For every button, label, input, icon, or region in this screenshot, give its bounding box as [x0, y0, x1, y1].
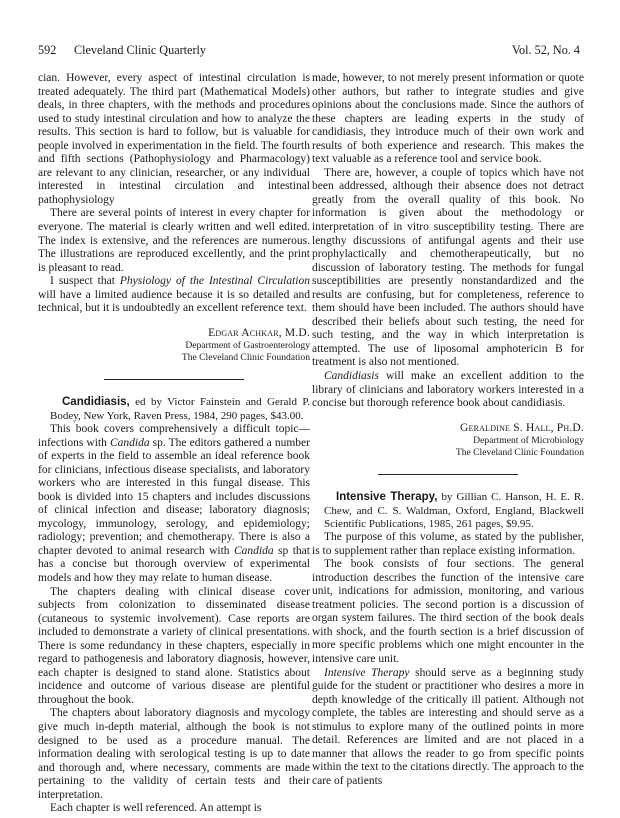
book-title: Candidiasis,	[62, 396, 130, 409]
text-span: should serve as a beginning study guide for the student or practitioner who desires a more in depth knowledge of the critically ill patient. Although not complete, the tables are interesting and should serve as a stimulus to explore many of the outlined points in more detail. References are limited and are not placed in a manner that allows the reader to go from specific points within the text to the citations directly. The approach to the care of patients	[312, 666, 584, 787]
review-paragraph: The purpose of this volume, as stated by the publisher, is to supplement rather than replace existing information.	[312, 531, 584, 557]
page-number: 592	[38, 43, 57, 57]
citation-details: by Gillian C. Hanson, H. E. R. Chew, and C. S. Waldman, Oxford, England, Blackwell Scientific Publications, 1985, 261 pages, $9.95.	[324, 491, 584, 530]
review-paragraph: The chapters about laboratory diagnosis and mycology give much in-depth material, although the book is not designed to be used as a procedure manual. The information dealing with serological testing is up to date and thorough and, where necessary, comments are made pertaining to the validity of certain tests and their interpretation.	[38, 707, 310, 801]
citation-details: ed by Victor Fainstein and Gerald P. Bodey, New York, Raven Press, 1984, 290 pages, $43.00.	[50, 396, 310, 422]
reviewer-name: Geraldine S. Hall, Ph.D.	[460, 421, 584, 434]
reviewer-institution: The Cleveland Clinic Foundation	[181, 351, 310, 363]
text-span: sp. The editors gathered a number of experts in the field to assemble an ideal reference book for clinicians, infectious disease specialists, and laboratory workers who are interested in this fungal disease. This book is divided into 15 chapters and includes discussions of clinical infection and disease; laboratory diagnosis; mycology, immunology, serology, and epidemiology; radiology; prevention; and chemotherapy. There is also a chapter devoted to animal research with	[38, 436, 310, 557]
section-divider	[378, 474, 518, 475]
review-paragraph: There are, however, a couple of topics which have not been addressed, although their absence does not detract greatly from the overall quality of this book. No information is given about the methodology or interpretation of in vitro susceptibility testing. There are lengthy discussions of antifungal agents and their use prophylactically and chemotherapeutically, but no discussion of laboratory testing. The methods for fungal susceptibilities are presently nonstandardized and the results are confusing, but for completeness, reference to them should have been included. The authors should have described their beliefs about such testing, the need for such testing, and the way in which interpretation is attempted. The use of liposomal amphotericin B for treatment is also not mentioned.	[312, 166, 584, 369]
review-paragraph	[312, 370, 584, 411]
review-paragraph: The chapters dealing with clinical disease cover subjects from colonization to disseminated disease (cutaneous to systemic involvement). Case reports are included to demonstrate a variety of clinical presentations. There is some redundancy in these chapters, especially in regard to pathogenesis and laboratory diagnosis, however, each chapter is designed to stand alone. Statistics about incidence and outcome of various disease are plentiful throughout the book.	[38, 585, 310, 706]
volume-issue: Vol. 52, No. 4	[511, 43, 580, 57]
text-span: sp that has a concise but thorough overview of experimental models and how they may relate to human disease.	[38, 544, 310, 584]
book-title: Intensive Therapy,	[336, 491, 438, 504]
reviewer-institution: The Cleveland Clinic Foundation	[455, 446, 584, 458]
journal-title: Cleveland Clinic Quarterly	[74, 43, 206, 57]
right-column	[312, 72, 584, 789]
book-citation	[312, 491, 584, 531]
book-title-italic: Candidiasis	[324, 370, 379, 383]
text-span: This book covers comprehensively a difficult topic—infections with	[38, 422, 310, 449]
text-span: will make an excellent addition to the library of clinicians and laboratory workers interested in a concise but thorough reference book about candidiasis.	[312, 370, 584, 410]
left-column	[38, 72, 310, 816]
book-citation	[38, 396, 310, 423]
review-paragraph: made, however, to not merely present information or quote other authors, but rather to integrate studies and give opinions about the conclusions made. Since the authors of these chapters are leading experts in the study of candidiasis, they introduce much of their own work and results of both experience and research. This makes the text valuable as a reference tool and service book.	[312, 72, 584, 166]
book-title-italic: Intensive Therapy	[324, 666, 410, 679]
reviewer-department: Department of Microbiology	[473, 435, 584, 447]
book-title-italic: Physiology of the Intestinal Circulation	[119, 275, 310, 288]
section-divider	[104, 379, 244, 380]
reviewer-signature	[312, 422, 584, 459]
reviewer-department: Department of Gastroenterology	[185, 340, 310, 352]
review-paragraph: The book consists of four sections. The general introduction describes the function of the intensive care unit, indications for admission, monitoring, and various treatment policies. The second portion is a discussion of organ system failures. The third section of the book deals with shock, and the fourth section is a brief discussion of more specific problems which one might encounter in the intensive care unit.	[312, 558, 584, 666]
italic-term: Candida	[233, 544, 274, 557]
review-paragraph: There are several points of interest in every chapter for everyone. The material is clearly written and well edited. The index is extensive, and the references are numerous. The illustrations are reproduced excellently, and the print is pleasant to read.	[38, 207, 310, 274]
review-paragraph	[38, 423, 310, 586]
text-span: I suspect that	[50, 275, 120, 288]
text-span: will have a limited audience because it is so detailed and technical, but it is undoubtedly an excellent reference text.	[38, 288, 310, 315]
reviewer-signature	[38, 327, 310, 364]
review-paragraph: cian. However, every aspect of intestinal circulation is treated adequately. The third part (Mathematical Models) deals, in three chapters, with the methods and procedures used to study intestinal circulation and how to analyze the results. This section is hard to follow, but is valuable for people involved in experimentation in the field. The fourth and fifth sections (Pathophysiology and Pharmacology) are relevant to any clinician, researcher, or any individual interested in intestinal circulation and intestinal pathophysiology	[38, 72, 310, 206]
reviewer-name: Edgar Achkar, M.D.	[208, 326, 310, 339]
review-paragraph	[38, 275, 310, 316]
review-paragraph: Each chapter is well referenced. An attempt is	[50, 802, 262, 815]
italic-term: Candida	[109, 436, 150, 449]
running-header	[38, 42, 580, 58]
review-paragraph	[312, 667, 584, 789]
